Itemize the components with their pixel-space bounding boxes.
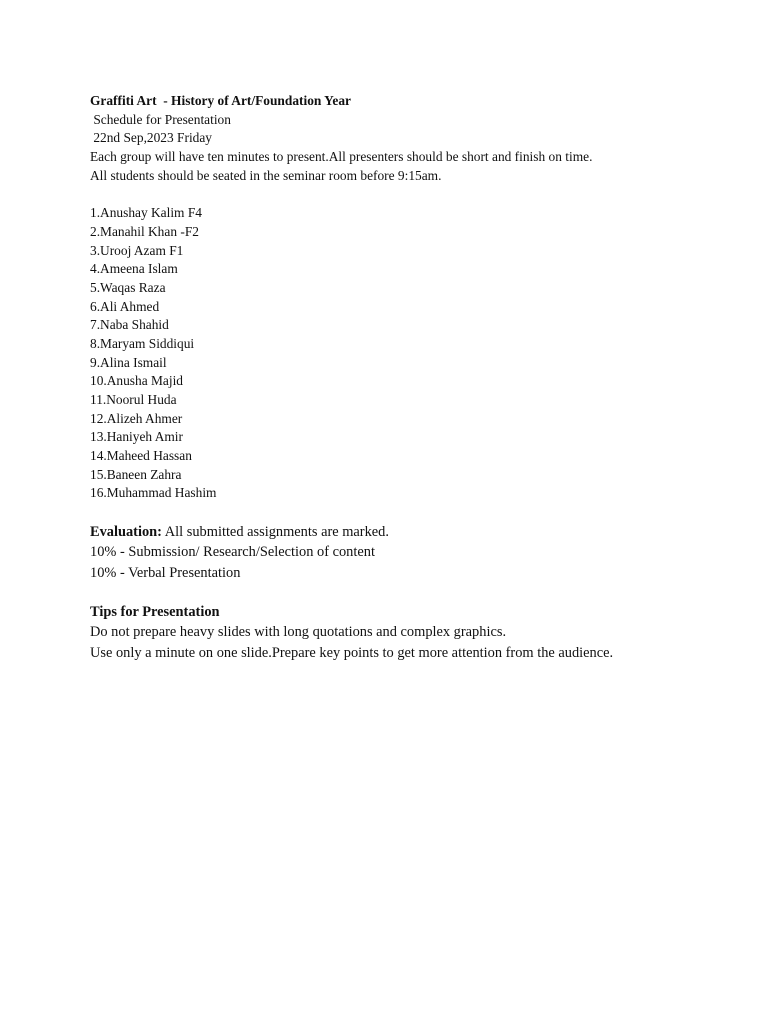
list-item: 9.Alina Ismail xyxy=(90,354,167,370)
presenter-list xyxy=(90,204,730,503)
document-title: Graffiti Art - History of Art/Foundation Year xyxy=(90,93,351,108)
list-item: 4.Ameena Islam xyxy=(90,261,178,277)
evaluation-section xyxy=(90,522,730,583)
instruction-line: All students should be seated in the seminar room before 9:15am. xyxy=(90,167,442,183)
evaluation-line xyxy=(90,522,730,542)
list-item: 16.Muhammad Hashim xyxy=(90,485,217,501)
list-item: 15.Baneen Zahra xyxy=(90,466,182,482)
list-item: 5.Waqas Raza xyxy=(90,279,166,295)
list-item: 1.Anushay Kalim F4 xyxy=(90,205,202,221)
list-item: 13.Haniyeh Amir xyxy=(90,429,183,445)
evaluation-criterion: 10% - Verbal Presentation xyxy=(90,564,241,581)
evaluation-text: All submitted assignments are marked. xyxy=(161,524,389,541)
evaluation-criterion: 10% - Submission/ Research/Selection of content xyxy=(90,544,375,561)
document-subtitle: Schedule for Presentation xyxy=(90,111,231,127)
tip-item: Do not prepare heavy slides with long quotations and complex graphics. xyxy=(90,624,507,641)
list-item: 2.Manahil Khan -F2 xyxy=(90,223,199,239)
list-item: 12.Alizeh Ahmer xyxy=(90,410,183,426)
evaluation-label: Evaluation: xyxy=(90,524,162,541)
list-item: 11.Noorul Huda xyxy=(90,392,177,407)
list-item: 8.Maryam Siddiqui xyxy=(90,335,195,351)
tips-section xyxy=(90,602,730,663)
spacer xyxy=(90,185,730,204)
list-item: 7.Naba Shahid xyxy=(90,317,169,333)
presentation-date: 22nd Sep,2023 Friday xyxy=(90,130,212,146)
list-item: 10.Anusha Majid xyxy=(90,373,183,389)
list-item: 14.Maheed Hassan xyxy=(90,448,192,464)
tip-item: Use only a minute on one slide.Prepare key points to get more attention from the audience. xyxy=(90,644,614,661)
list-item: 3.Urooj Azam F1 xyxy=(90,242,184,258)
list-item: 6.Ali Ahmed xyxy=(90,298,160,314)
tips-heading: Tips for Presentation xyxy=(90,604,220,621)
instruction-line: Each group will have ten minutes to present.All presenters should be short and finish on time. xyxy=(90,149,593,165)
document-body xyxy=(90,92,730,663)
